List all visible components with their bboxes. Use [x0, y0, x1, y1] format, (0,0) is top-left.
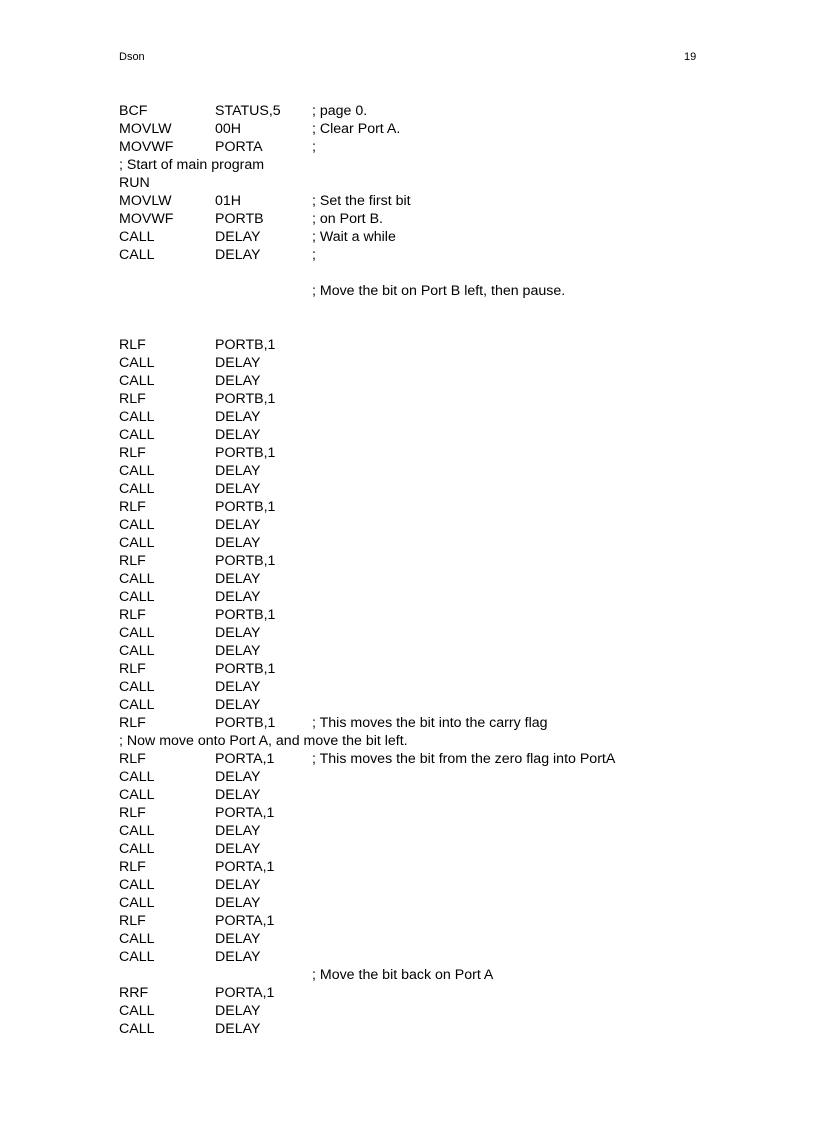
code-operand: DELAY	[215, 229, 261, 245]
code-operand: PORTA,1	[215, 805, 275, 821]
code-opcode: CALL	[119, 643, 155, 659]
code-opcode: CALL	[119, 931, 155, 947]
code-opcode: CALL	[119, 769, 155, 785]
code-comment: ; page 0.	[312, 103, 368, 119]
code-operand: PORTB	[215, 211, 264, 227]
code-operand: DELAY	[215, 247, 261, 263]
code-comment: ; This moves the bit into the carry flag	[312, 715, 548, 731]
code-comment: ; Set the first bit	[312, 193, 411, 209]
code-operand: 00H	[215, 121, 242, 137]
code-opcode: RLF	[119, 913, 146, 929]
code-opcode: CALL	[119, 841, 155, 857]
code-operand: DELAY	[215, 679, 261, 695]
code-comment: ;	[312, 247, 316, 263]
code-opcode: RLF	[119, 337, 146, 353]
code-operand: DELAY	[215, 949, 261, 965]
code-operand: 01H	[215, 193, 242, 209]
code-opcode: RRF	[119, 985, 149, 1001]
code-operand: DELAY	[215, 463, 261, 479]
code-operand: PORTB,1	[215, 715, 276, 731]
code-opcode: RLF	[119, 805, 146, 821]
code-comment: ; Move the bit on Port B left, then pause.	[312, 283, 566, 299]
code-operand: DELAY	[215, 427, 261, 443]
code-operand: PORTB,1	[215, 607, 276, 623]
code-operand: PORTB,1	[215, 499, 276, 515]
code-opcode: CALL	[119, 697, 155, 713]
code-opcode: CALL	[119, 463, 155, 479]
code-opcode: MOVLW	[119, 193, 172, 209]
code-operand: DELAY	[215, 841, 261, 857]
code-operand: PORTA,1	[215, 913, 275, 929]
code-opcode: CALL	[119, 517, 155, 533]
code-opcode: RLF	[119, 499, 146, 515]
code-operand: PORTB,1	[215, 445, 276, 461]
code-operand: DELAY	[215, 571, 261, 587]
code-opcode: CALL	[119, 229, 155, 245]
code-operand: DELAY	[215, 643, 261, 659]
code-opcode: RLF	[119, 445, 146, 461]
code-operand: PORTA	[215, 139, 263, 155]
code-operand: DELAY	[215, 823, 261, 839]
code-opcode: RUN	[119, 175, 150, 191]
code-operand: PORTB,1	[215, 391, 276, 407]
page-number: 19	[684, 51, 697, 63]
code-opcode: CALL	[119, 625, 155, 641]
page-header-title: Dson	[119, 51, 145, 63]
code-operand: DELAY	[215, 373, 261, 389]
code-opcode: RLF	[119, 607, 146, 623]
code-operand: DELAY	[215, 589, 261, 605]
code-opcode: CALL	[119, 355, 155, 371]
code-operand: PORTB,1	[215, 553, 276, 569]
code-operand: PORTA,1	[215, 985, 275, 1001]
code-opcode: CALL	[119, 373, 155, 389]
code-operand: DELAY	[215, 481, 261, 497]
code-opcode: MOVWF	[119, 211, 174, 227]
code-operand: DELAY	[215, 1021, 261, 1037]
code-operand: DELAY	[215, 1003, 261, 1019]
code-opcode: CALL	[119, 1021, 155, 1037]
code-opcode: CALL	[119, 1003, 155, 1019]
code-opcode: RLF	[119, 859, 146, 875]
code-opcode: CALL	[119, 589, 155, 605]
code-operand: PORTB,1	[215, 661, 276, 677]
code-operand: PORTB,1	[215, 337, 276, 353]
code-opcode: RLF	[119, 391, 146, 407]
code-operand: DELAY	[215, 697, 261, 713]
code-comment-line: ; Now move onto Port A, and move the bit left.	[119, 733, 408, 749]
code-operand: DELAY	[215, 355, 261, 371]
code-opcode: CALL	[119, 787, 155, 803]
code-opcode: CALL	[119, 481, 155, 497]
code-opcode: BCF	[119, 103, 148, 119]
code-operand: DELAY	[215, 517, 261, 533]
code-opcode: CALL	[119, 949, 155, 965]
code-comment: ; Clear Port A.	[312, 121, 401, 137]
code-opcode: CALL	[119, 823, 155, 839]
code-comment: ; This moves the bit from the zero flag into PortA	[312, 751, 616, 767]
code-opcode: CALL	[119, 895, 155, 911]
code-opcode: RLF	[119, 751, 146, 767]
code-operand: STATUS,5	[215, 103, 281, 119]
code-opcode: MOVLW	[119, 121, 172, 137]
code-operand: DELAY	[215, 931, 261, 947]
code-operand: PORTA,1	[215, 859, 275, 875]
code-opcode: CALL	[119, 247, 155, 263]
code-opcode: CALL	[119, 427, 155, 443]
code-operand: PORTA,1	[215, 751, 275, 767]
code-operand: DELAY	[215, 787, 261, 803]
code-opcode: CALL	[119, 409, 155, 425]
code-comment: ; on Port B.	[312, 211, 383, 227]
code-operand: DELAY	[215, 409, 261, 425]
code-operand: DELAY	[215, 769, 261, 785]
code-operand: DELAY	[215, 535, 261, 551]
code-opcode: CALL	[119, 877, 155, 893]
code-opcode: MOVWF	[119, 139, 174, 155]
code-opcode: CALL	[119, 535, 155, 551]
code-comment: ;	[312, 139, 316, 155]
code-opcode: CALL	[119, 571, 155, 587]
code-opcode: RLF	[119, 715, 146, 731]
code-operand: DELAY	[215, 625, 261, 641]
code-opcode: CALL	[119, 679, 155, 695]
code-operand: DELAY	[215, 895, 261, 911]
code-opcode: RLF	[119, 661, 146, 677]
code-operand: DELAY	[215, 877, 261, 893]
code-opcode: RLF	[119, 553, 146, 569]
code-comment: ; Move the bit back on Port A	[312, 967, 494, 983]
code-comment: ; Wait a while	[312, 229, 396, 245]
code-comment-line: ; Start of main program	[119, 157, 265, 173]
